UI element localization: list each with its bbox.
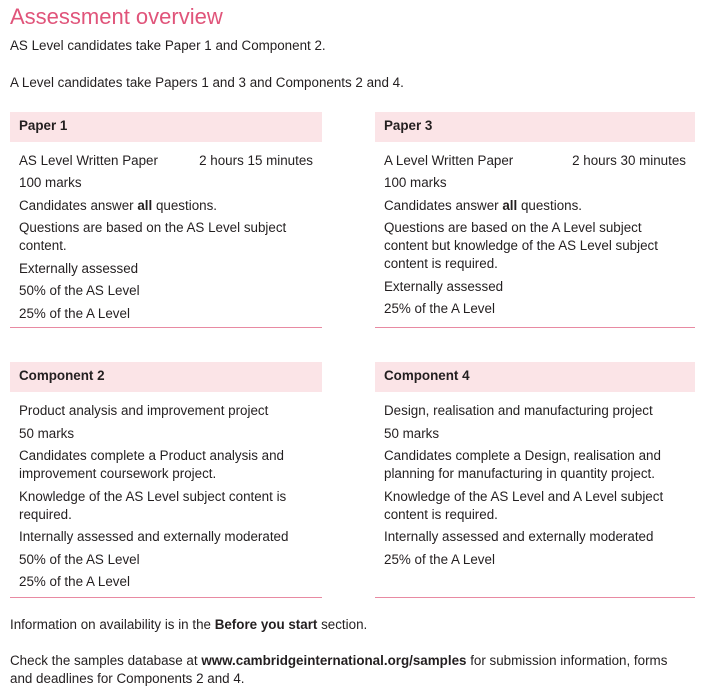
- paper-1-answer-bold: all: [137, 197, 153, 213]
- component-4-box: [375, 362, 695, 598]
- paper-3-heading: Paper 3: [375, 112, 695, 142]
- paper-1-answer-pre: Candidates answer: [19, 197, 138, 213]
- paper-1-box: [10, 112, 322, 328]
- page-title: Assessment overview: [10, 4, 223, 29]
- paper-1-heading: Paper 1: [10, 112, 322, 142]
- availability-note: [10, 616, 367, 634]
- component-4-heading: Component 4: [375, 362, 695, 392]
- component-4-marks: 50 marks: [384, 425, 440, 441]
- paper-3-box: [375, 112, 695, 328]
- paper-3-basis: Questions are based on the A Level subject content but knowledge of the AS Level subject content is required.: [384, 220, 658, 271]
- component-2-marks: 50 marks: [19, 425, 75, 441]
- component-2-task: Candidates complete a Product analysis and improvement coursework project.: [19, 448, 284, 481]
- component-4-knowledge: Knowledge of the AS Level and A Level subject content is required.: [384, 488, 664, 522]
- paper-3-answer-post: questions.: [517, 197, 583, 213]
- intro-as-level: AS Level candidates take Paper 1 and Component 2.: [10, 38, 326, 53]
- component-2-body: [10, 392, 322, 598]
- paper-1-weight-as: 50% of the AS Level: [19, 283, 140, 298]
- paper-1-assessment: Externally assessed: [19, 260, 139, 276]
- intro-a-level: A Level candidates take Papers 1 and 3 and Components 2 and 4.: [10, 75, 404, 90]
- paper-3-title-row: [384, 152, 686, 170]
- component-4-weight-a: 25% of the A Level: [384, 551, 495, 567]
- component-4-body: [375, 392, 695, 598]
- samples-pre: Check the samples database at: [10, 653, 202, 668]
- paper-1-duration: 2 hours 15 minutes: [199, 153, 313, 168]
- paper-3-answer: [384, 197, 686, 215]
- component-4-name: Design, realisation and manufacturing project: [384, 403, 653, 418]
- paper-3-body: [375, 142, 695, 328]
- paper-3-marks: 100 marks: [384, 175, 447, 190]
- component-2-heading: Component 2: [10, 362, 322, 392]
- paper-3-answer-pre: Candidates answer: [384, 197, 503, 213]
- paper-3-answer-bold: all: [502, 197, 518, 213]
- paper-1-answer: [19, 197, 313, 215]
- paper-1-basis: Questions are based on the AS Level subject content.: [19, 220, 287, 253]
- paper-1-title-row: [19, 152, 313, 170]
- paper-3-weight-a: 25% of the A Level: [384, 301, 495, 316]
- paper-1-weight-a: 25% of the A Level: [19, 305, 130, 321]
- component-4-assessment: Internally assessed and externally moderated: [384, 529, 654, 544]
- paper-3-duration: 2 hours 30 minutes: [572, 153, 686, 168]
- component-2-box: [10, 362, 322, 598]
- component-4-task: Candidates complete a Design, realisation and planning for manufacturing in quantity project.: [384, 448, 661, 481]
- component-2-weight-as: 50% of the AS Level: [19, 551, 140, 567]
- paper-1-marks: 100 marks: [19, 175, 82, 190]
- component-2-weight-a: 25% of the A Level: [19, 574, 130, 589]
- component-2-knowledge: Knowledge of the AS Level subject content is required.: [19, 488, 287, 522]
- availability-section-ref: Before you start: [214, 617, 318, 632]
- samples-link[interactable]: www.cambridgeinternational.org/samples: [201, 653, 467, 668]
- samples-note: [10, 652, 690, 688]
- paper-1-answer-post: questions.: [152, 197, 218, 213]
- samples-post: for submission information, forms and deadlines for Components 2 and 4.: [10, 653, 668, 686]
- availability-post: section.: [317, 617, 368, 632]
- component-2-assessment: Internally assessed and externally moderated: [19, 529, 289, 544]
- paper-1-name: AS Level Written Paper: [19, 153, 158, 168]
- component-2-name: Product analysis and improvement project: [19, 403, 269, 418]
- paper-3-assessment: Externally assessed: [384, 278, 504, 294]
- availability-pre: Information on availability is in the: [10, 617, 215, 632]
- paper-3-name: A Level Written Paper: [384, 153, 514, 168]
- paper-1-body: [10, 142, 322, 328]
